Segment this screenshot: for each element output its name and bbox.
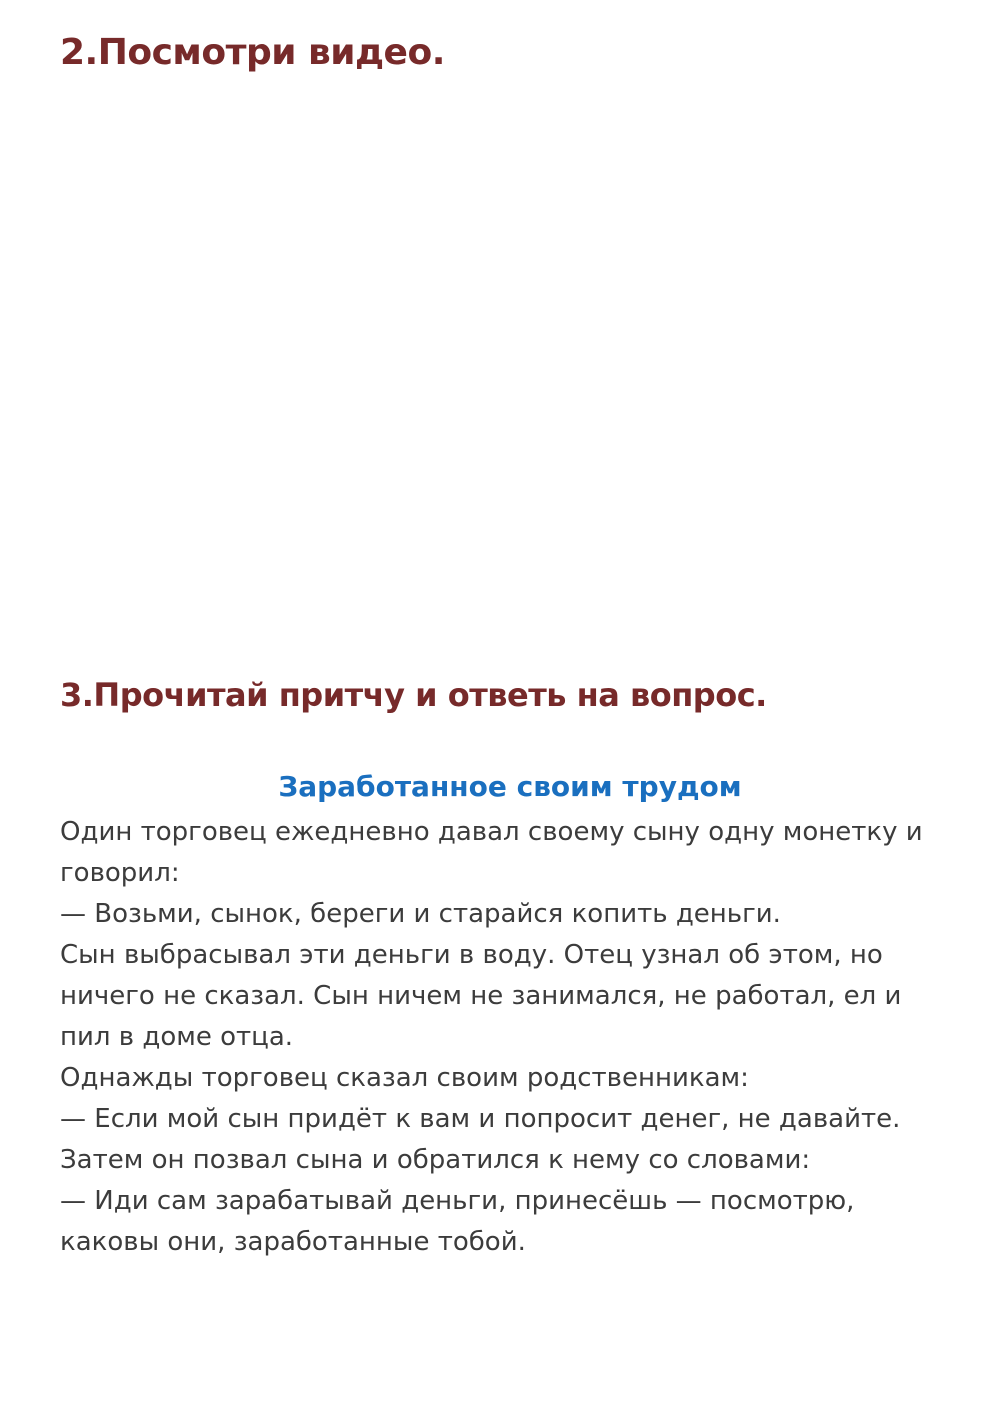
story-paragraph: — Возьми, сынок, береги и старайся копить деньги.: [60, 899, 781, 929]
section-3-heading: 3.Прочитай притчу и ответь на вопрос.: [60, 676, 767, 714]
story-paragraph: — Если мой сын придёт к вам и попросит денег, не давайте.: [60, 1104, 901, 1134]
story-body: [60, 812, 960, 1263]
story-paragraph: Однажды торговец сказал своим родственникам:: [60, 1063, 749, 1093]
story-title: Заработанное своим трудом: [278, 770, 742, 803]
story-paragraph: Затем он позвал сына и обратился к нему со словами:: [60, 1145, 811, 1175]
video-placeholder[interactable]: [60, 110, 940, 630]
story-paragraph: Один торговец ежедневно давал своему сыну одну монетку и говорил:: [60, 817, 923, 888]
story-paragraph: — Иди сам зарабатывай деньги, принесёшь — посмотрю, каковы они, заработанные тобой.: [60, 1186, 855, 1257]
story-paragraph: Сын выбрасывал эти деньги в воду. Отец узнал об этом, но ничего не сказал. Сын ничем не занимался, не работал, ел и пил в доме отца.: [60, 940, 902, 1052]
section-2-heading: 2.Посмотри видео.: [60, 32, 445, 73]
